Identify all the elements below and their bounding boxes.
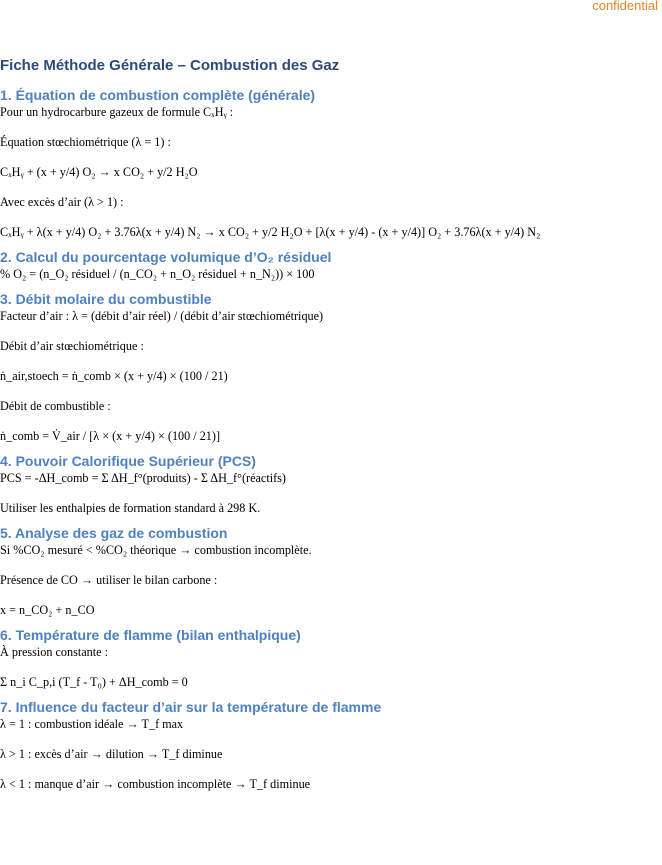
equation: ṅ_air,stoech = ṅ_comb × (x + y/4) × (100 / 21) [0,369,228,383]
paragraph: Pour un hydrocarbure gazeux de formule CₓHᵧ : [0,105,234,119]
equation: CₓHᵧ + λ(x + y/4) O₂ + 3.76λ(x + y/4) N₂ → x CO₂ + y/2 H₂O + [λ(x + y/4) - (x + y/4)] O₂ + 3.76λ(x + y/4) N₂ [0,225,541,239]
paragraph: Débit de combustible : [0,399,111,413]
paragraph: Facteur d’air : λ = (débit d’air réel) / (débit d’air stœchiométrique) [0,309,324,323]
paragraph: λ < 1 : manque d’air → combustion incomplète → T_f diminue [0,777,311,791]
section-5 [0,524,662,618]
paragraph: λ > 1 : excès d’air → dilution → T_f diminue [0,747,223,761]
paragraph: Si %CO₂ mesuré < %CO₂ théorique → combustion incomplète. [0,543,312,557]
paragraph: Avec excès d’air (λ > 1) : [0,195,124,209]
section-heading: 1. Équation de combustion complète (générale) [0,87,316,103]
section-1 [0,86,662,240]
section-heading: 3. Débit molaire du combustible [0,291,212,307]
equation: Σ n_i C_p,i (T_f - T₀) + ΔH_comb = 0 [0,675,188,689]
document-body [0,56,662,807]
equation: PCS = -ΔH_comb = Σ ΔH_f°(produits) - Σ ΔH_f°(réactifs) [0,471,286,485]
equation: CₓHᵧ + (x + y/4) O₂ → x CO₂ + y/2 H₂O [0,165,198,179]
section-7 [0,698,662,792]
paragraph: À pression constante : [0,645,108,659]
section-heading: 2. Calcul du pourcentage volumique d’O₂ résiduel [0,249,332,265]
section-4 [0,452,662,516]
section-heading: 4. Pouvoir Calorifique Supérieur (PCS) [0,453,256,469]
section-heading: 7. Influence du facteur d’air sur la température de flamme [0,699,382,715]
equation: ṅ_comb = V̇_air / [λ × (x + y/4) × (100 / 21)] [0,429,221,443]
section-6 [0,626,662,690]
confidential-watermark: confidential [592,0,658,13]
section-heading: 6. Température de flamme (bilan enthalpique) [0,627,301,643]
equation: % O₂ = (n_O₂ résiduel / (n_CO₂ + n_O₂ résiduel + n_N₂)) × 100 [0,267,315,281]
paragraph: Équation stœchiométrique (λ = 1) : [0,135,171,149]
section-heading: 5. Analyse des gaz de combustion [0,525,228,541]
paragraph: Débit d’air stœchiométrique : [0,339,144,353]
paragraph: λ = 1 : combustion idéale → T_f max [0,717,184,731]
section-3 [0,290,662,444]
section-2 [0,248,662,282]
document-title: Fiche Méthode Générale – Combustion des Gaz [0,57,340,74]
paragraph: Présence de CO → utiliser le bilan carbone : [0,573,218,587]
paragraph: Utiliser les enthalpies de formation standard à 298 K. [0,501,261,515]
equation: x = n_CO₂ + n_CO [0,603,95,617]
